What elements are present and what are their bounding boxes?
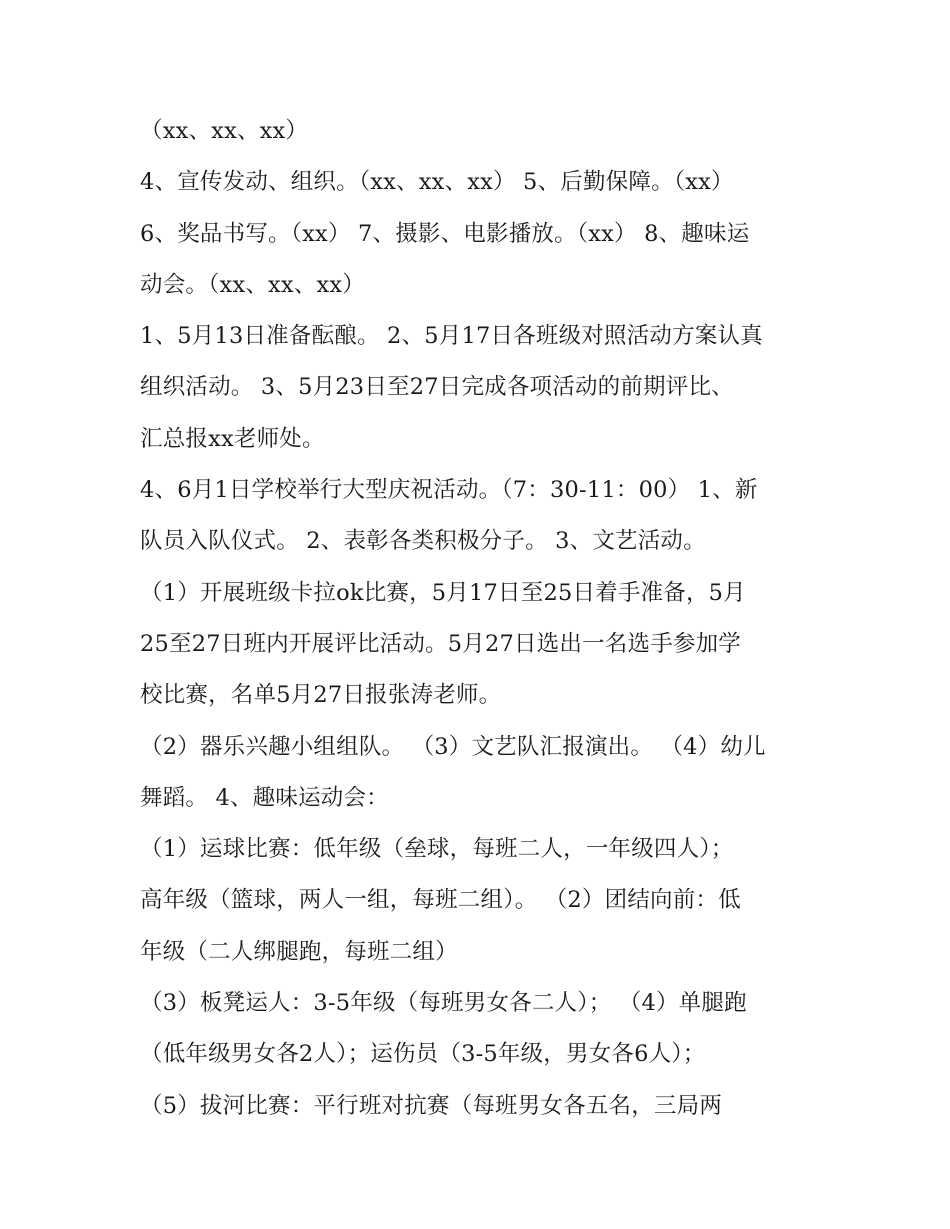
text-line: 舞蹈。 4、趣味运动会：: [140, 784, 389, 811]
text-line: （xx、xx、xx）: [140, 118, 309, 144]
text-line: 年级（二人绑腿跑，每班二组）: [140, 938, 458, 965]
text-line: 4、宣传发动、组织。（xx、xx、xx） 5、后勤保障。（xx）: [140, 169, 734, 196]
document-body: [140, 106, 820, 1132]
text-line: （5）拔河比赛：平行班对抗赛（每班男女各五名，三局两: [140, 1092, 723, 1119]
text-line: 队员入队仪式。 2、表彰各类积极分子。 3、文艺活动。: [140, 528, 706, 555]
text-line: 组织活动。 3、5月23日至27日完成各项活动的前期评比、: [140, 374, 734, 401]
text-line: 动会。（xx、xx、xx）: [140, 271, 365, 298]
text-line: （1）运球比赛：低年级（垒球，每班二人，一年级四人）；: [140, 836, 734, 863]
text-line: （3）板凳运人：3-5年级（每班男女各二人）； （4）单腿跑: [140, 990, 747, 1017]
text-line: 高年级（篮球，两人一组，每班二组）。 （2）团结向前：低: [140, 887, 741, 914]
text-line: 1、5月13日准备酝酿。 2、5月17日各班级对照活动方案认真: [140, 323, 763, 350]
text-line: 4、6月1日学校举行大型庆祝活动。（7：30-11：00） 1、新: [140, 477, 758, 504]
text-line: （2）器乐兴趣小组组队。 （3）文艺队汇报演出。 （4）幼儿: [140, 733, 766, 760]
text-line: （低年级男女各2人）；运伤员（3-5年级，男女各6人）；: [140, 1041, 706, 1068]
text-line: （1）开展班级卡拉ok比赛，5月17日至25日着手准备，5月: [140, 579, 746, 606]
text-line: 汇总报xx老师处。: [140, 425, 325, 452]
text-line: 25至27日班内开展评比活动。5月27日选出一名选手参加学: [140, 630, 742, 657]
text-line: 6、奖品书写。（xx） 7、摄影、电影播放。（xx） 8、趣味运: [140, 220, 750, 247]
text-line: 校比赛，名单5月27日报张涛老师。: [140, 682, 502, 709]
